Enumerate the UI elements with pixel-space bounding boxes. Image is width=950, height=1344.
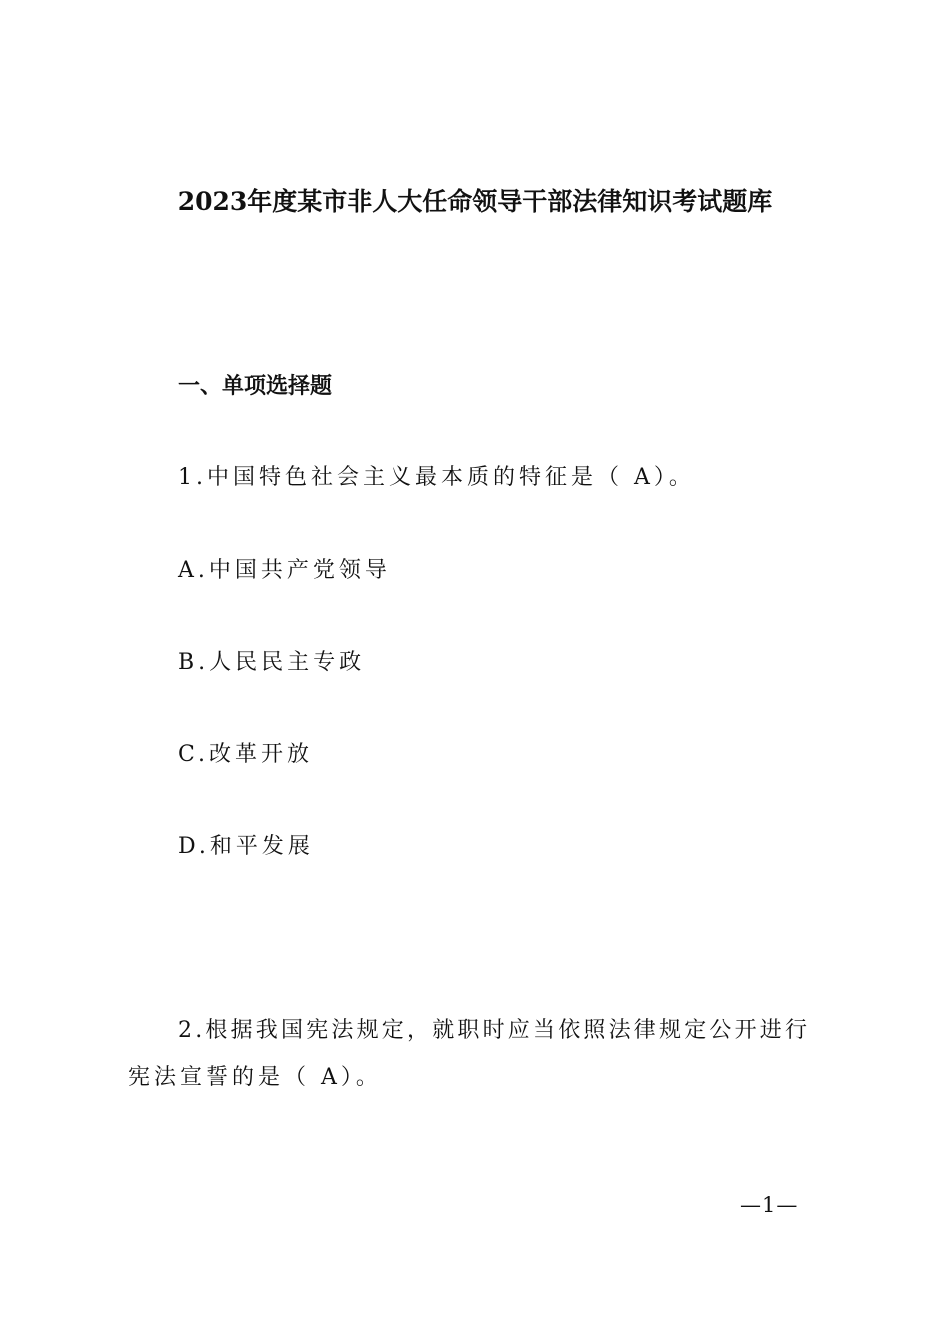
question-1-option-c: C.改革开放 <box>178 742 314 767</box>
document-title: 2023年度某市非人大任命领导干部法律知识考试题库 <box>177 187 773 216</box>
question-1-option-b: B.人民民主专政 <box>178 650 366 675</box>
page-number: —1— <box>740 1193 799 1217</box>
question-1-option-d: D.和平发展 <box>178 834 314 859</box>
question-1-option-a: A.中国共产党领导 <box>178 558 391 583</box>
question-2-text-line-1: 2.根据我国宪法规定，就职时应当依照法律规定公开进行 <box>178 1018 811 1043</box>
question-2-text-line-2: 宪法宣誓的是（ A）。 <box>128 1065 382 1090</box>
section-heading: 一、单项选择题 <box>178 374 333 399</box>
question-1-text: 1.中国特色社会主义最本质的特征是（ A）。 <box>178 465 695 490</box>
